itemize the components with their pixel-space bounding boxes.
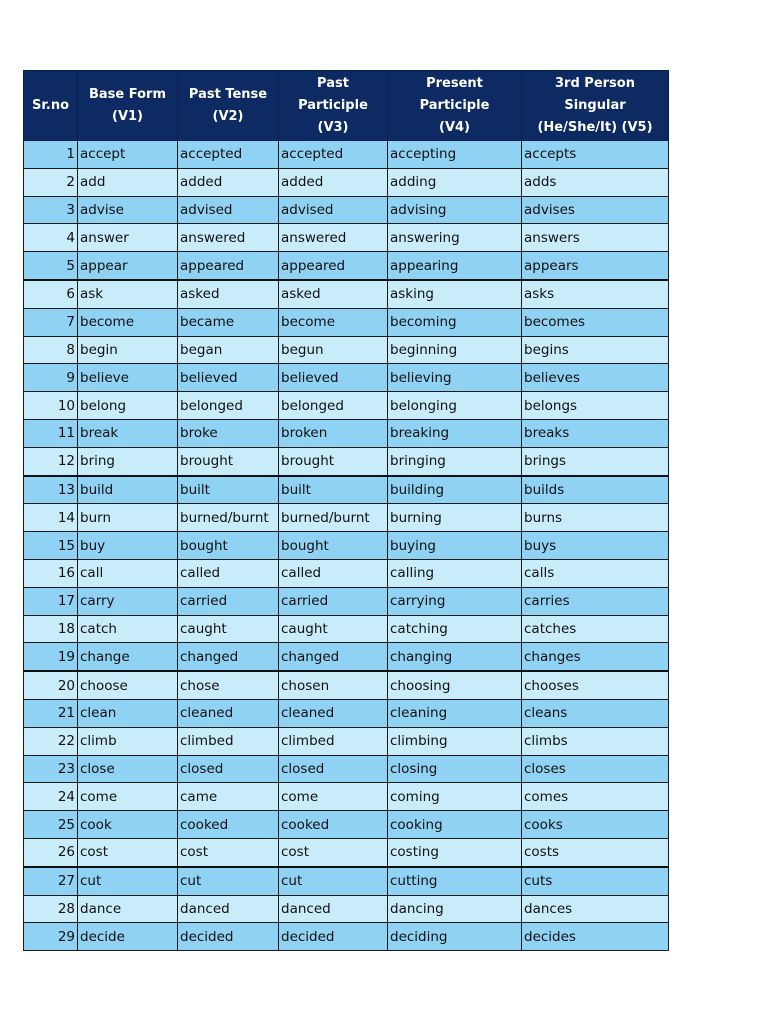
cell-base-form: become bbox=[78, 308, 178, 336]
cell-base-form: clean bbox=[78, 699, 178, 727]
table-row bbox=[24, 671, 669, 699]
table-row bbox=[24, 615, 669, 643]
cell-third-person: changes bbox=[522, 643, 669, 671]
cell-past-tense: asked bbox=[178, 280, 279, 308]
cell-present-participle: cutting bbox=[388, 867, 522, 895]
cell-base-form: dance bbox=[78, 895, 178, 923]
cell-past-participle: danced bbox=[279, 895, 388, 923]
cell-base-form: add bbox=[78, 168, 178, 196]
cell-past-participle: built bbox=[279, 476, 388, 504]
cell-third-person: advises bbox=[522, 196, 669, 224]
cell-past-participle: belonged bbox=[279, 392, 388, 420]
cell-base-form: bring bbox=[78, 447, 178, 475]
cell-present-participle: catching bbox=[388, 615, 522, 643]
table-row bbox=[24, 811, 669, 839]
cell-third-person: accepts bbox=[522, 141, 669, 169]
table-row bbox=[24, 504, 669, 532]
cell-past-tense: appeared bbox=[178, 252, 279, 280]
cell-past-tense: cut bbox=[178, 867, 279, 895]
cell-base-form: break bbox=[78, 419, 178, 447]
cell-past-participle: brought bbox=[279, 447, 388, 475]
cell-sr-no: 27 bbox=[24, 867, 78, 895]
cell-sr-no: 9 bbox=[24, 364, 78, 392]
table-row bbox=[24, 447, 669, 475]
cell-sr-no: 24 bbox=[24, 783, 78, 811]
cell-present-participle: deciding bbox=[388, 923, 522, 951]
table-row bbox=[24, 587, 669, 615]
cell-past-participle: added bbox=[279, 168, 388, 196]
table-row bbox=[24, 141, 669, 169]
cell-past-tense: closed bbox=[178, 755, 279, 783]
table-row bbox=[24, 838, 669, 866]
cell-present-participle: burning bbox=[388, 504, 522, 532]
header-past-tense: Past Tense (V2) bbox=[178, 71, 279, 141]
cell-past-tense: broke bbox=[178, 419, 279, 447]
cell-base-form: answer bbox=[78, 224, 178, 252]
cell-past-tense: began bbox=[178, 336, 279, 364]
cell-past-participle: appeared bbox=[279, 252, 388, 280]
cell-present-participle: believing bbox=[388, 364, 522, 392]
cell-third-person: catches bbox=[522, 615, 669, 643]
cell-third-person: becomes bbox=[522, 308, 669, 336]
cell-past-tense: became bbox=[178, 308, 279, 336]
cell-past-participle: changed bbox=[279, 643, 388, 671]
cell-present-participle: belonging bbox=[388, 392, 522, 420]
table-row bbox=[24, 392, 669, 420]
cell-past-participle: caught bbox=[279, 615, 388, 643]
cell-sr-no: 25 bbox=[24, 811, 78, 839]
cell-past-participle: broken bbox=[279, 419, 388, 447]
cell-base-form: appear bbox=[78, 252, 178, 280]
cell-past-tense: answered bbox=[178, 224, 279, 252]
table-row bbox=[24, 336, 669, 364]
verb-forms-sheet bbox=[23, 70, 668, 951]
cell-base-form: burn bbox=[78, 504, 178, 532]
cell-sr-no: 23 bbox=[24, 755, 78, 783]
cell-present-participle: becoming bbox=[388, 308, 522, 336]
cell-base-form: believe bbox=[78, 364, 178, 392]
cell-past-participle: cleaned bbox=[279, 699, 388, 727]
cell-past-tense: caught bbox=[178, 615, 279, 643]
cell-third-person: closes bbox=[522, 755, 669, 783]
table-row bbox=[24, 559, 669, 587]
cell-present-participle: coming bbox=[388, 783, 522, 811]
cell-past-participle: become bbox=[279, 308, 388, 336]
cell-third-person: appears bbox=[522, 252, 669, 280]
table-row bbox=[24, 168, 669, 196]
table-body bbox=[24, 141, 669, 951]
cell-sr-no: 13 bbox=[24, 476, 78, 504]
cell-past-participle: begun bbox=[279, 336, 388, 364]
cell-base-form: build bbox=[78, 476, 178, 504]
header-base-form: Base Form (V1) bbox=[78, 71, 178, 141]
cell-third-person: burns bbox=[522, 504, 669, 532]
cell-present-participle: costing bbox=[388, 838, 522, 866]
cell-past-participle: cost bbox=[279, 838, 388, 866]
cell-sr-no: 14 bbox=[24, 504, 78, 532]
cell-third-person: costs bbox=[522, 838, 669, 866]
cell-third-person: believes bbox=[522, 364, 669, 392]
cell-sr-no: 4 bbox=[24, 224, 78, 252]
cell-third-person: carries bbox=[522, 587, 669, 615]
cell-sr-no: 26 bbox=[24, 838, 78, 866]
cell-third-person: breaks bbox=[522, 419, 669, 447]
cell-present-participle: adding bbox=[388, 168, 522, 196]
cell-sr-no: 3 bbox=[24, 196, 78, 224]
cell-past-participle: come bbox=[279, 783, 388, 811]
header-past-participle: Past Participle (V3) bbox=[279, 71, 388, 141]
table-row bbox=[24, 755, 669, 783]
cell-third-person: comes bbox=[522, 783, 669, 811]
cell-base-form: choose bbox=[78, 671, 178, 699]
cell-base-form: close bbox=[78, 755, 178, 783]
cell-base-form: ask bbox=[78, 280, 178, 308]
cell-present-participle: climbing bbox=[388, 727, 522, 755]
cell-past-tense: changed bbox=[178, 643, 279, 671]
cell-present-participle: carrying bbox=[388, 587, 522, 615]
cell-past-participle: asked bbox=[279, 280, 388, 308]
cell-present-participle: asking bbox=[388, 280, 522, 308]
cell-third-person: answers bbox=[522, 224, 669, 252]
cell-past-tense: decided bbox=[178, 923, 279, 951]
cell-past-tense: cleaned bbox=[178, 699, 279, 727]
cell-sr-no: 6 bbox=[24, 280, 78, 308]
table-row bbox=[24, 643, 669, 671]
cell-present-participle: accepting bbox=[388, 141, 522, 169]
cell-past-participle: climbed bbox=[279, 727, 388, 755]
cell-base-form: cost bbox=[78, 838, 178, 866]
cell-past-participle: bought bbox=[279, 532, 388, 560]
cell-base-form: come bbox=[78, 783, 178, 811]
cell-base-form: carry bbox=[78, 587, 178, 615]
cell-past-tense: believed bbox=[178, 364, 279, 392]
table-row bbox=[24, 252, 669, 280]
cell-past-participle: advised bbox=[279, 196, 388, 224]
cell-past-participle: carried bbox=[279, 587, 388, 615]
cell-past-tense: cooked bbox=[178, 811, 279, 839]
cell-third-person: decides bbox=[522, 923, 669, 951]
cell-present-participle: changing bbox=[388, 643, 522, 671]
cell-third-person: asks bbox=[522, 280, 669, 308]
cell-past-tense: belonged bbox=[178, 392, 279, 420]
cell-present-participle: appearing bbox=[388, 252, 522, 280]
cell-past-participle: chosen bbox=[279, 671, 388, 699]
cell-sr-no: 19 bbox=[24, 643, 78, 671]
cell-third-person: calls bbox=[522, 559, 669, 587]
cell-third-person: dances bbox=[522, 895, 669, 923]
cell-sr-no: 20 bbox=[24, 671, 78, 699]
table-row bbox=[24, 895, 669, 923]
cell-base-form: cook bbox=[78, 811, 178, 839]
cell-past-participle: closed bbox=[279, 755, 388, 783]
cell-third-person: belongs bbox=[522, 392, 669, 420]
table-row bbox=[24, 476, 669, 504]
cell-past-tense: built bbox=[178, 476, 279, 504]
cell-third-person: builds bbox=[522, 476, 669, 504]
cell-present-participle: buying bbox=[388, 532, 522, 560]
table-row bbox=[24, 532, 669, 560]
cell-present-participle: choosing bbox=[388, 671, 522, 699]
cell-past-participle: burned/burnt bbox=[279, 504, 388, 532]
cell-past-tense: came bbox=[178, 783, 279, 811]
table-row bbox=[24, 867, 669, 895]
cell-present-participle: bringing bbox=[388, 447, 522, 475]
cell-third-person: begins bbox=[522, 336, 669, 364]
cell-third-person: cleans bbox=[522, 699, 669, 727]
cell-sr-no: 17 bbox=[24, 587, 78, 615]
cell-past-tense: brought bbox=[178, 447, 279, 475]
cell-past-tense: cost bbox=[178, 838, 279, 866]
cell-sr-no: 21 bbox=[24, 699, 78, 727]
table-row bbox=[24, 727, 669, 755]
table-row bbox=[24, 224, 669, 252]
header-row bbox=[24, 71, 669, 141]
cell-third-person: chooses bbox=[522, 671, 669, 699]
cell-base-form: decide bbox=[78, 923, 178, 951]
cell-past-participle: decided bbox=[279, 923, 388, 951]
cell-past-participle: accepted bbox=[279, 141, 388, 169]
cell-past-participle: called bbox=[279, 559, 388, 587]
cell-sr-no: 22 bbox=[24, 727, 78, 755]
cell-sr-no: 1 bbox=[24, 141, 78, 169]
cell-third-person: cuts bbox=[522, 867, 669, 895]
table-row bbox=[24, 419, 669, 447]
cell-sr-no: 15 bbox=[24, 532, 78, 560]
cell-past-tense: bought bbox=[178, 532, 279, 560]
cell-base-form: belong bbox=[78, 392, 178, 420]
header-sr-no: Sr.no bbox=[24, 71, 78, 141]
cell-present-participle: calling bbox=[388, 559, 522, 587]
cell-present-participle: cleaning bbox=[388, 699, 522, 727]
cell-present-participle: answering bbox=[388, 224, 522, 252]
cell-base-form: begin bbox=[78, 336, 178, 364]
table-row bbox=[24, 699, 669, 727]
cell-base-form: change bbox=[78, 643, 178, 671]
cell-sr-no: 2 bbox=[24, 168, 78, 196]
cell-third-person: cooks bbox=[522, 811, 669, 839]
cell-base-form: catch bbox=[78, 615, 178, 643]
cell-past-tense: accepted bbox=[178, 141, 279, 169]
cell-present-participle: advising bbox=[388, 196, 522, 224]
cell-present-participle: dancing bbox=[388, 895, 522, 923]
cell-present-participle: building bbox=[388, 476, 522, 504]
cell-present-participle: cooking bbox=[388, 811, 522, 839]
cell-past-tense: called bbox=[178, 559, 279, 587]
cell-present-participle: beginning bbox=[388, 336, 522, 364]
cell-past-tense: advised bbox=[178, 196, 279, 224]
table-row bbox=[24, 280, 669, 308]
cell-past-tense: chose bbox=[178, 671, 279, 699]
cell-present-participle: closing bbox=[388, 755, 522, 783]
header-third-person-singular: 3rd Person Singular (He/She/It) (V5) bbox=[522, 71, 669, 141]
table-row bbox=[24, 196, 669, 224]
cell-base-form: cut bbox=[78, 867, 178, 895]
cell-sr-no: 8 bbox=[24, 336, 78, 364]
cell-past-tense: carried bbox=[178, 587, 279, 615]
cell-past-tense: climbed bbox=[178, 727, 279, 755]
cell-base-form: advise bbox=[78, 196, 178, 224]
cell-sr-no: 28 bbox=[24, 895, 78, 923]
table-row bbox=[24, 364, 669, 392]
table-row bbox=[24, 923, 669, 951]
cell-sr-no: 29 bbox=[24, 923, 78, 951]
table-row bbox=[24, 308, 669, 336]
cell-sr-no: 16 bbox=[24, 559, 78, 587]
cell-sr-no: 11 bbox=[24, 419, 78, 447]
cell-base-form: call bbox=[78, 559, 178, 587]
cell-past-participle: answered bbox=[279, 224, 388, 252]
header-present-participle: Present Participle (V4) bbox=[388, 71, 522, 141]
cell-past-tense: burned/burnt bbox=[178, 504, 279, 532]
cell-past-tense: added bbox=[178, 168, 279, 196]
cell-base-form: accept bbox=[78, 141, 178, 169]
cell-base-form: buy bbox=[78, 532, 178, 560]
cell-third-person: buys bbox=[522, 532, 669, 560]
cell-sr-no: 5 bbox=[24, 252, 78, 280]
cell-past-participle: cooked bbox=[279, 811, 388, 839]
cell-base-form: climb bbox=[78, 727, 178, 755]
cell-sr-no: 10 bbox=[24, 392, 78, 420]
cell-sr-no: 18 bbox=[24, 615, 78, 643]
cell-sr-no: 12 bbox=[24, 447, 78, 475]
cell-third-person: adds bbox=[522, 168, 669, 196]
cell-sr-no: 7 bbox=[24, 308, 78, 336]
cell-past-participle: cut bbox=[279, 867, 388, 895]
table-row bbox=[24, 783, 669, 811]
cell-past-participle: believed bbox=[279, 364, 388, 392]
cell-third-person: climbs bbox=[522, 727, 669, 755]
verb-forms-table bbox=[23, 70, 669, 951]
cell-third-person: brings bbox=[522, 447, 669, 475]
cell-present-participle: breaking bbox=[388, 419, 522, 447]
cell-past-tense: danced bbox=[178, 895, 279, 923]
